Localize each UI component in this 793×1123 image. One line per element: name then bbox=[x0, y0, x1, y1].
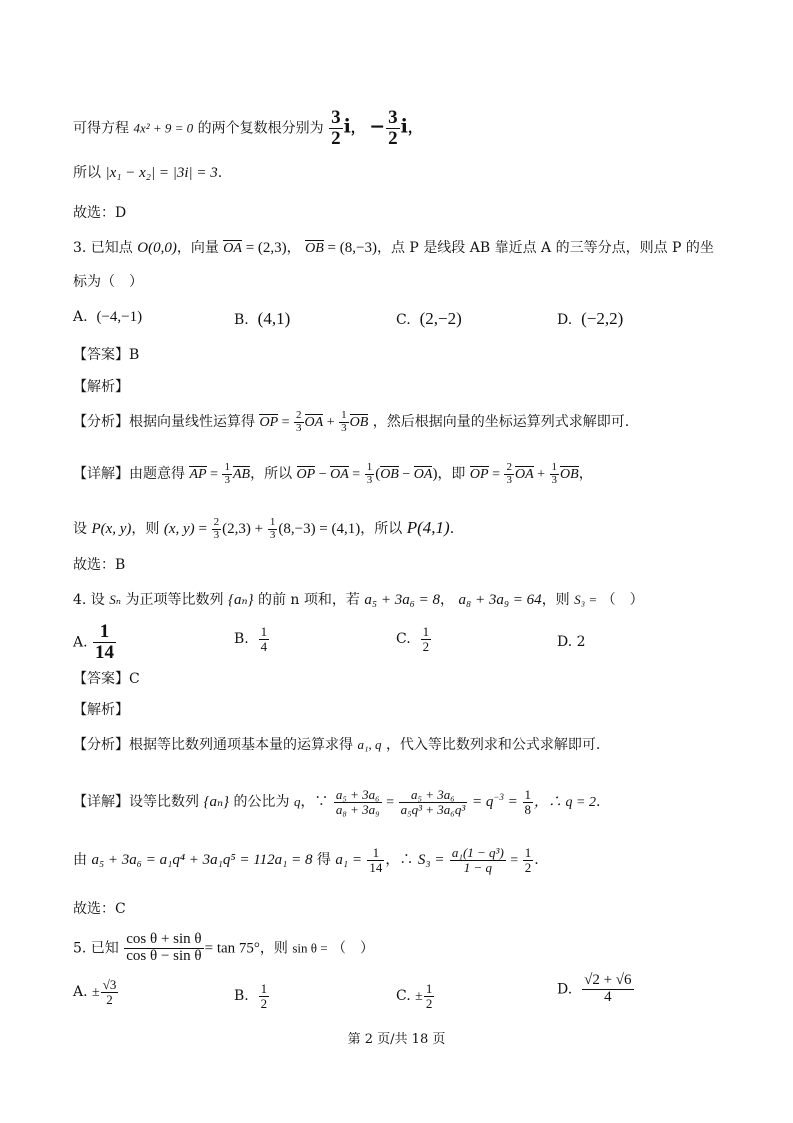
equation: = tan 75° bbox=[204, 940, 260, 957]
text: ，则 bbox=[259, 940, 288, 957]
text: 可得方程 bbox=[73, 120, 129, 137]
fraction: $\frac{1}{2}$ bbox=[524, 845, 532, 875]
vector: AB bbox=[232, 467, 251, 483]
fraction: $\frac{1}{8}$ bbox=[524, 786, 532, 817]
vector: OB bbox=[380, 467, 399, 483]
text: 3. 已知点 bbox=[73, 240, 133, 256]
text: 由 bbox=[73, 852, 87, 869]
result: ，∴ q = 2 bbox=[534, 795, 596, 810]
q4-xiangjie: 【详解】设等比数列 {aₙ} 的公比为 q，∵ $\frac{\text{a₅ + 3a₆}}{\text{a₈ + 3a₉}}$ = $\frac{\text{a₅ + 3a₆}}{\text{a₅q³ + 3a₆q³}}$ = $q^{-3}$ = $\frac{1}{8}$ ，∴ q = 2. bbox=[73, 786, 601, 817]
text: 所以 bbox=[73, 165, 101, 181]
condition-1: a₅ + 3a₆ = 8 bbox=[364, 592, 441, 608]
fraction: $\frac{2}{3}$ bbox=[213, 516, 220, 541]
line-roots bbox=[73, 108, 422, 149]
vector: AP bbox=[189, 467, 207, 483]
q3-stem-cont: 标为（ ） bbox=[73, 274, 143, 290]
text: . bbox=[534, 852, 539, 869]
text: 设 bbox=[73, 521, 87, 538]
q3-stem bbox=[73, 238, 714, 258]
fraction-root1: $\frac{3}{2}$ bbox=[331, 107, 341, 149]
value: (−4,−1) bbox=[96, 309, 143, 325]
q3-option-c bbox=[396, 309, 462, 329]
label: C. bbox=[396, 988, 411, 1005]
point-o: O(0,0) bbox=[137, 240, 177, 256]
label: C. bbox=[396, 312, 411, 328]
fraction: $\frac{2}{3}$ bbox=[296, 409, 302, 434]
fraction: $\frac{\text{a₁(1 − q³)}}{1 - q}$ bbox=[451, 845, 504, 875]
text: . bbox=[596, 794, 601, 810]
q5-option-c bbox=[396, 982, 435, 1010]
sep: ， bbox=[286, 240, 301, 256]
variables: a₁, q bbox=[357, 737, 382, 752]
an: {aₙ} bbox=[227, 592, 254, 608]
sep: ， bbox=[407, 120, 422, 137]
fraction: $\frac{2}{3}$ bbox=[506, 461, 512, 486]
q4-you: 由 a₅ + 3a₆ = a₁q⁴ + 3a₁q⁵ = 112a₁ = 8 得 a₁ = $\frac{1}{14}$ ，∴ S₃ = $\frac{\text{a₁(1 − q³)}}{1 - q}$ = $\frac{1}{2}$ . bbox=[73, 845, 539, 875]
q3-jiexi: 【解析】 bbox=[73, 379, 129, 395]
a1: a₁ = bbox=[335, 852, 362, 869]
label: C. bbox=[396, 631, 411, 648]
fraction: $\frac{1}{2}$ bbox=[422, 624, 430, 654]
vector: OP bbox=[469, 467, 489, 483]
label: A. bbox=[73, 309, 88, 325]
text: ，向量 bbox=[176, 240, 219, 256]
vector: OB bbox=[560, 467, 579, 483]
q5-stem bbox=[73, 932, 374, 965]
text: . bbox=[449, 521, 455, 538]
q: q bbox=[293, 794, 301, 809]
text: 4. 设 bbox=[73, 592, 105, 608]
label: D. bbox=[557, 981, 573, 998]
q4-option-b bbox=[234, 625, 270, 653]
line-difference bbox=[73, 163, 222, 183]
sep: ， bbox=[350, 120, 365, 137]
q3-xiangjie: 【详解】由题意得 AP = $\frac{1}{3}$ AB，所以 OP − OA = $\frac{1}{3}$ (OB − OA)，即 OP = $\frac{2}{3}$ OA + $\frac{1}{3}$ OB， bbox=[73, 461, 593, 486]
value: = (8,−3) bbox=[323, 240, 377, 256]
vector: OA bbox=[304, 415, 324, 431]
q4-answer: 【答案】C bbox=[73, 671, 140, 687]
text: 5. 已知 bbox=[73, 940, 119, 957]
page-footer: 第 2 页/共 18 页 bbox=[347, 1032, 446, 1047]
q5-option-a bbox=[73, 978, 119, 1006]
q4-jiexi: 【解析】 bbox=[73, 702, 129, 718]
fraction: $\frac{√3}{2}$ bbox=[102, 977, 117, 1007]
fraction: $\frac{1}{2}$ bbox=[425, 981, 433, 1011]
imag-unit: i bbox=[400, 115, 408, 138]
equation: 4x² + 9 = 0 bbox=[133, 120, 194, 136]
vector: OA bbox=[413, 467, 433, 483]
value: (−2,2) bbox=[581, 309, 624, 328]
label: A. bbox=[73, 634, 88, 651]
text: . bbox=[217, 165, 223, 181]
label: D. bbox=[557, 312, 573, 328]
vector: OA bbox=[514, 467, 534, 483]
fraction: $\frac{\text{cos θ + sin θ}}{\text{cos θ − sin θ}}$ bbox=[126, 931, 202, 964]
q3-she: 设 P(x, y)，则 (x, y) = $\frac{2}{3}$ (2,3) + $\frac{1}{3}$ (8,−3) = (4,1)，所以 P(4,1). bbox=[73, 516, 455, 541]
vector-ob: OB bbox=[305, 241, 324, 256]
vector: OB bbox=[349, 415, 369, 431]
text: ，∴ bbox=[385, 852, 414, 869]
text: 的公比为 bbox=[233, 794, 290, 810]
text: 为正项等比数列 bbox=[125, 592, 224, 608]
label: B. bbox=[234, 631, 249, 648]
fraction-root2: $\frac{3}{2}$ bbox=[388, 107, 398, 149]
plus-minus: ± bbox=[415, 989, 423, 1005]
q3-option-d bbox=[557, 309, 623, 329]
q4-fenxi bbox=[73, 735, 600, 755]
text: 【详解】由题意得 bbox=[73, 466, 185, 483]
label: A. bbox=[73, 984, 88, 1001]
q4-choose: 故选：C bbox=[73, 901, 126, 917]
q4-option-d: D. 2 bbox=[557, 634, 586, 650]
fraction: $\frac{1}{14}$ bbox=[95, 621, 115, 663]
q3-fenxi: 【分析】根据向量线性运算得 OP = $\frac{2}{3}$ OA + $\frac{1}{3}$ OB ，然后根据向量的坐标运算列式求解即可. bbox=[73, 409, 630, 434]
label: B. bbox=[234, 312, 249, 328]
vector: OP bbox=[296, 467, 316, 483]
vector: OA bbox=[330, 467, 349, 483]
vector-oa: OA bbox=[223, 241, 242, 256]
text: 【详解】设等比数列 bbox=[73, 794, 199, 810]
label: B. bbox=[234, 988, 249, 1005]
text: ，代入等比数列求和公式求解即可. bbox=[385, 737, 601, 753]
blank: （ ） bbox=[332, 940, 375, 957]
imag-unit: i bbox=[343, 115, 351, 138]
sin-theta: sin θ = bbox=[292, 940, 328, 956]
fraction: $\frac{1}{4}$ bbox=[260, 624, 268, 654]
text: ，然后根据向量的坐标运算列式求解即可. bbox=[372, 414, 630, 431]
text: ，所以 bbox=[250, 466, 293, 483]
text: ，即 bbox=[437, 466, 466, 483]
q3-choose: 故选：B bbox=[73, 557, 126, 573]
vector: OP bbox=[259, 415, 279, 431]
text: 的前 n 项和，若 bbox=[257, 592, 360, 608]
fraction: $\frac{√2 + √6}{4}$ bbox=[584, 972, 632, 1005]
text: ，∵ bbox=[300, 794, 329, 810]
q4-option-a bbox=[73, 622, 117, 663]
fraction: $\frac{1}{3}$ bbox=[224, 461, 230, 486]
text: ，则 bbox=[541, 592, 570, 608]
value: (2,−2) bbox=[419, 309, 462, 328]
fraction: $\frac{1}{3}$ bbox=[269, 516, 276, 541]
s3: S₃ = bbox=[574, 592, 598, 607]
sn: Sₙ bbox=[109, 592, 122, 607]
text: 【分析】根据等比数列通项基本量的运算求得 bbox=[73, 737, 353, 753]
text: ，所以 bbox=[360, 521, 403, 538]
sep: ， bbox=[440, 592, 455, 608]
value: (4,1) bbox=[257, 309, 291, 328]
fraction: $\frac{1}{3}$ bbox=[341, 409, 347, 434]
value: = (2,3) bbox=[241, 240, 287, 256]
point-p: P(x, y) bbox=[91, 521, 132, 538]
q4-option-c bbox=[396, 625, 432, 653]
q5-option-d bbox=[557, 973, 635, 1006]
text: ，点 P 是线段 AB 靠近点 A 的三等分点，则点 P 的坐 bbox=[376, 240, 714, 256]
q5-option-b bbox=[234, 982, 270, 1010]
text: 【分析】根据向量线性运算得 bbox=[73, 414, 255, 431]
fraction: $\frac{\text{a₅ + 3a₆}}{\text{a₅q³ + 3a₆q³}}$ bbox=[400, 786, 466, 817]
an: {aₙ} bbox=[203, 794, 230, 810]
equation: a₅ + 3a₆ = a₁q⁴ + 3a₁q⁵ = 112a₁ = 8 bbox=[91, 852, 313, 869]
q3-answer: 【答案】B bbox=[73, 347, 140, 363]
text: ，则 bbox=[131, 521, 160, 538]
minus: − bbox=[369, 115, 386, 138]
choice-line: 故选：D bbox=[73, 205, 127, 221]
fraction: $\frac{\text{a₅ + 3a₆}}{\text{a₈ + 3a₉}}$ bbox=[335, 786, 380, 817]
text: 的两个复数根分别为 bbox=[197, 120, 324, 137]
condition-2: a₈ + 3a₉ = 64 bbox=[458, 592, 542, 608]
point-p-result: P(4,1) bbox=[406, 518, 450, 538]
s3: S₃ = bbox=[417, 852, 445, 869]
blank: （ ） bbox=[601, 592, 644, 608]
text: 得 bbox=[316, 852, 331, 869]
equation: |x₁ − x₂| = |3i| = 3 bbox=[105, 165, 218, 181]
fraction: $\frac{1}{2}$ bbox=[260, 981, 268, 1011]
plus-minus: ± bbox=[92, 985, 100, 1001]
q3-option-a bbox=[73, 309, 142, 326]
fraction: $\frac{1}{3}$ bbox=[366, 461, 373, 486]
q3-option-b bbox=[234, 309, 290, 329]
q4-stem bbox=[73, 590, 644, 610]
fraction: $\frac{1}{3}$ bbox=[551, 461, 558, 486]
fraction: $\frac{1}{14}$ bbox=[369, 845, 383, 875]
